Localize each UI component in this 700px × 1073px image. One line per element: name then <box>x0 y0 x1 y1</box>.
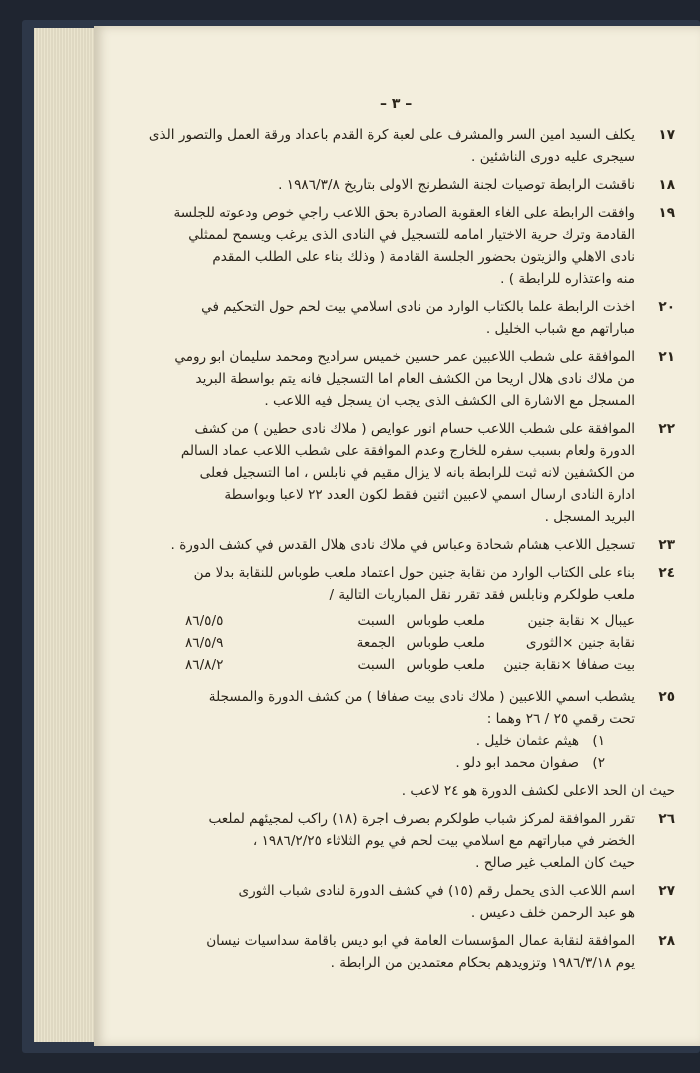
item-number: ٢١ <box>658 349 675 365</box>
player-name: هيثم عثمان خليل . <box>475 733 579 749</box>
item-line: ادارة النادى ارسال اسمي لاعبين اثنين فقط لكون العدد ٢٢ لاعبا وبواسطة <box>224 487 635 503</box>
item-line: تحت رقمي ٢٥ / ٢٦ وهما : <box>486 711 635 727</box>
item-line: القادمة وترك حرية الاختيار امامه للتسجيل في النادى الذى يرغب ويسمح لممثلي <box>188 227 635 243</box>
item-line: منه واعتذاره للرابطة ) . <box>500 271 635 287</box>
match-day: الجمعة <box>356 635 395 651</box>
item-line: الموافقة على شطب اللاعبين عمر حسين خميس سراديح ومحمد سليمان ابو رومي <box>174 349 635 365</box>
match-date: ٨٦/٥/٥ <box>185 613 224 629</box>
match-venue: ملعب طوباس <box>406 613 485 629</box>
match-teams: بيت صفافا ×نقابة جنين <box>503 657 635 673</box>
match-row <box>110 654 635 676</box>
item-1-items_end <box>110 808 675 874</box>
match-list <box>110 610 635 676</box>
item-line: هو عبد الرحمن خلف دعيس . <box>470 905 635 921</box>
item-line: اسم اللاعب الذى يحمل رقم (١٥) في كشف الدورة لنادى شباب الثورى <box>238 883 635 899</box>
match-venue: ملعب طوباس <box>406 657 485 673</box>
item-number: ١٩ <box>658 205 675 221</box>
item-line: من ملاك نادى هلال اريحا من الكشف العام اما التسجيل فانه يتم بواسطة البريد <box>195 371 635 387</box>
item-line: من الكشفين لانه ثبت للرابطة بانه لا يزال مقيم في نابلس ، اما التسجيل فعلى <box>199 465 635 481</box>
item-line: ناقشت الرابطة توصيات لجنة الشطرنج الاولى بتاريخ ١٩٨٦/٣/٨ . <box>278 177 635 193</box>
item-number: ٢٠ <box>658 299 675 315</box>
item-line: تقرر الموافقة لمركز شباب طولكرم بصرف اجرة (١٨) راكب لمجيئهم لملعب <box>208 811 635 827</box>
item-line: مباراتهم مع شباب الخليل . <box>485 321 635 337</box>
item-number: ٢٨ <box>658 933 675 949</box>
item-line: البريد المسجل . <box>544 509 635 525</box>
item-2-items_end <box>110 880 675 924</box>
item-25-note: حيث ان الحد الاعلى لكشف الدورة هو ٢٤ لاعب . <box>401 783 675 799</box>
item-line: يشطب اسمي اللاعبين ( ملاك نادى بيت صفافا ) من كشف الدورة والمسجلة <box>208 689 635 705</box>
player-row <box>110 730 605 752</box>
item-line: المسجل مع الاشارة الى الكشف الذى يجب ان يسجل فيه اللاعب . <box>264 393 635 409</box>
player-number: ٢) <box>592 755 605 771</box>
item-number: ٢٧ <box>658 883 675 899</box>
match-teams: عيبال × نقابة جنين <box>527 613 635 629</box>
item-line: الموافقة على شطب اللاعب حسام انور عوايص ( ملاك نادى حطين ) من كشف <box>194 421 635 437</box>
item-line: الموافقة لنقابة عمال المؤسسات العامة في ابو ديس باقامة سداسيات نيسان <box>206 933 635 949</box>
match-date: ٨٦/٥/٩ <box>185 635 224 651</box>
item-number: ٢٥ <box>658 689 675 705</box>
document-body <box>110 124 675 980</box>
player-row <box>110 752 605 774</box>
item-25 <box>110 686 675 774</box>
item-1-items <box>110 124 675 168</box>
item-line: سيجرى عليه دورى الناشئين . <box>471 149 635 165</box>
item-number: ٢٦ <box>658 811 675 827</box>
match-venue: ملعب طوباس <box>406 635 485 651</box>
item-number: ١٧ <box>658 127 675 143</box>
item-3-items_end <box>110 930 675 974</box>
item-number: ٢٣ <box>658 537 675 553</box>
item-number: ٢٢ <box>658 421 675 437</box>
item-3-items <box>110 202 675 290</box>
item-line: الدورة ولعام بسبب سفره للخارج وعدم الموافقة على شطب اللاعب عماد السالم <box>180 443 635 459</box>
item-line: بناء على الكتاب الوارد من نقابة جنين حول اعتماد ملعب طوباس للنقابة بدلا من <box>193 565 635 581</box>
match-day: السبت <box>357 657 395 673</box>
item-2-items <box>110 174 675 196</box>
item-line: حيث كان الملعب غير صالح . <box>475 855 635 871</box>
item-24 <box>110 562 675 680</box>
player-name: صفوان محمد ابو دلو . <box>455 755 579 771</box>
page-edges <box>34 28 97 1042</box>
item-line: اخذت الرابطة علما بالكتاب الوارد من نادى اسلامي بيت لحم حول التحكيم في <box>201 299 635 315</box>
match-day: السبت <box>357 613 395 629</box>
item-7-items <box>110 534 675 556</box>
item-line: يكلف السيد امين السر والمشرف على لعبة كرة القدم باعداد ورقة العمل والتصور الذى <box>148 127 635 143</box>
item-line: وافقت الرابطة على الغاء العقوبة الصادرة بحق اللاعب راجي خوص ودعوته للجلسة <box>173 205 635 221</box>
item-line: تسجيل اللاعب هشام شحادة وعباس في ملاك نادى هلال القدس في كشف الدورة . <box>170 537 635 553</box>
item-number: ١٨ <box>658 177 675 193</box>
item-number: ٢٤ <box>658 565 675 581</box>
item-5-items <box>110 346 675 412</box>
player-number: ١) <box>592 733 605 749</box>
item-4-items <box>110 296 675 340</box>
item-6-items <box>110 418 675 528</box>
match-date: ٨٦/٨/٢ <box>185 657 224 673</box>
match-row <box>110 610 635 632</box>
item-line: يوم ١٩٨٦/٣/١٨ وتزويدهم بحكام معتمدين من الرابطة . <box>330 955 635 971</box>
match-row <box>110 632 635 654</box>
item-line: ملعب طولكرم ونابلس فقد تقرر نقل المباريات التالية / <box>329 587 635 603</box>
page-number: – ٣ – <box>380 96 413 112</box>
item-line: الخضر في مباراتهم مع اسلامي بيت لحم في يوم الثلاثاء ١٩٨٦/٢/٢٥ ، <box>252 833 635 849</box>
match-teams: نقابة جنين ×الثورى <box>525 635 635 651</box>
item-line: نادى الاهلي والزيتون بحضور الجلسة القادمة ( وذلك بناء على الطلب المقدم <box>212 249 635 265</box>
